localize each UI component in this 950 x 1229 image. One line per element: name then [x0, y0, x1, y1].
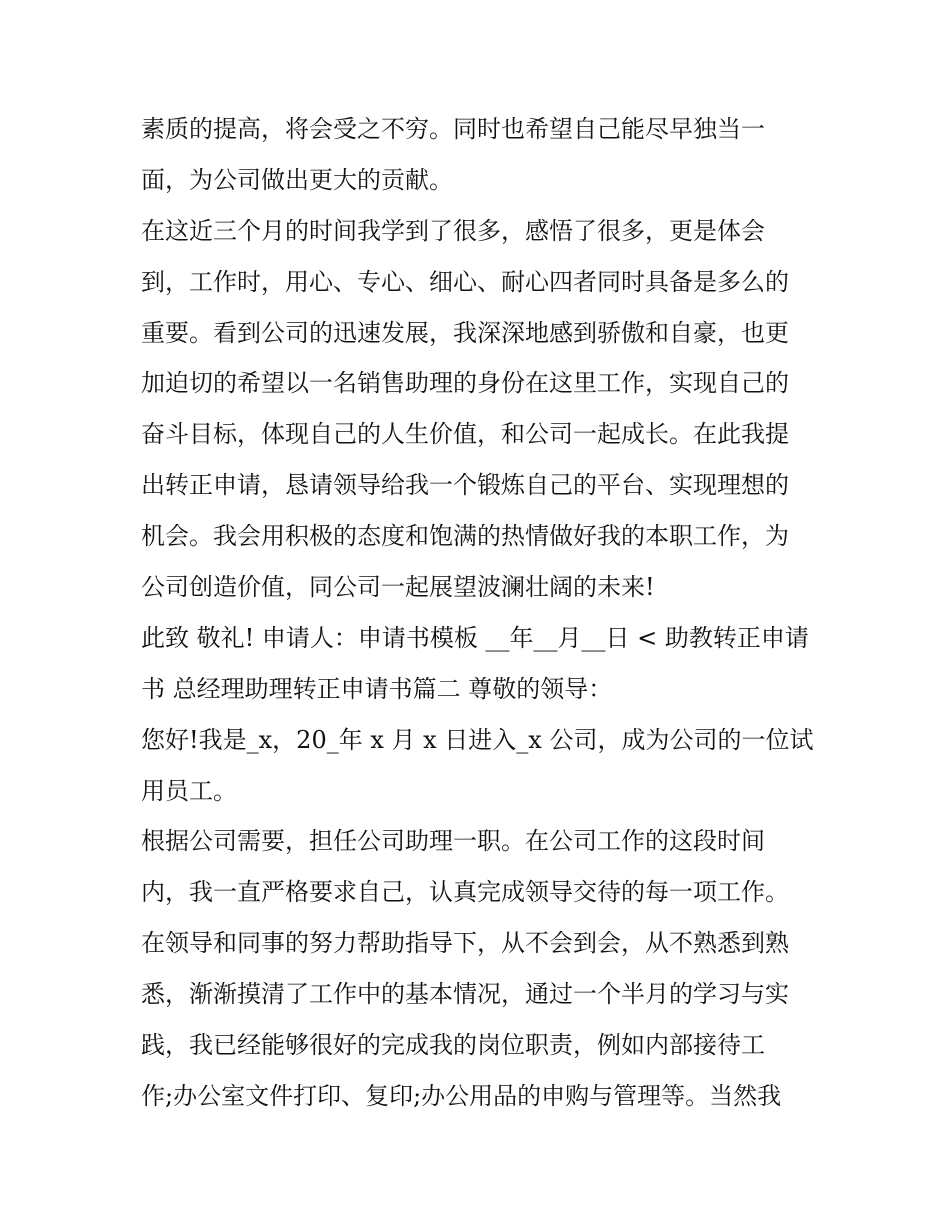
text-line: 书 总经理助理转正申请书篇二 尊敬的领导： [141, 674, 613, 703]
text-line: 内，我一直严格要求自己，认真完成领导交待的每一项工作。 [141, 878, 789, 907]
text-line: 在这近三个月的时间我学到了很多，感悟了很多，更是体会 [141, 216, 765, 245]
text-line: 奋斗目标，体现自己的人生价值，和公司一起成长。在此我提 [141, 420, 789, 449]
text-line: 此致 敬礼! 申请人：申请书模板 __年__月__日 < 助教转正申请 [141, 623, 809, 652]
text-line: 公司创造价值，同公司一起展望波澜壮阔的未来! [141, 573, 655, 602]
text-line: 用员工。 [141, 776, 237, 805]
text-line: 作;办公室文件打印、复印;办公用品的申购与管理等。当然我 [141, 1081, 782, 1110]
text-line: 到，工作时，用心、专心、细心、耐心四者同时具备是多么的 [141, 267, 789, 296]
text-line: 出转正申请，恳请领导给我一个锻炼自己的平台、实现理想的 [141, 471, 789, 500]
document-body [141, 104, 821, 1122]
text-line: 面，为公司做出更大的贡献。 [141, 165, 453, 194]
text-line: 加迫切的希望以一名销售助理的身份在这里工作，实现自己的 [141, 369, 789, 398]
text-line: 根据公司需要，担任公司助理一职。在公司工作的这段时间 [141, 827, 765, 856]
text-line: 重要。看到公司的迅速发展，我深深地感到骄傲和自豪，也更 [141, 318, 789, 347]
text-line: 悉，渐渐摸清了工作中的基本情况，通过一个半月的学习与实 [141, 980, 789, 1009]
text-line: 在领导和同事的努力帮助指导下，从不会到会，从不熟悉到熟 [141, 929, 789, 958]
text-line: 机会。我会用积极的态度和饱满的热情做好我的本职工作，为 [141, 522, 789, 551]
text-line: 践，我已经能够很好的完成我的岗位职责，例如内部接待工 [141, 1031, 765, 1060]
text-line: 素质的提高，将会受之不穷。同时也希望自己能尽早独当一 [141, 115, 765, 143]
text-line: 您好!我是_x，20_年 x 月 x 日进入_x 公司，成为公司的一位试 [141, 725, 814, 754]
